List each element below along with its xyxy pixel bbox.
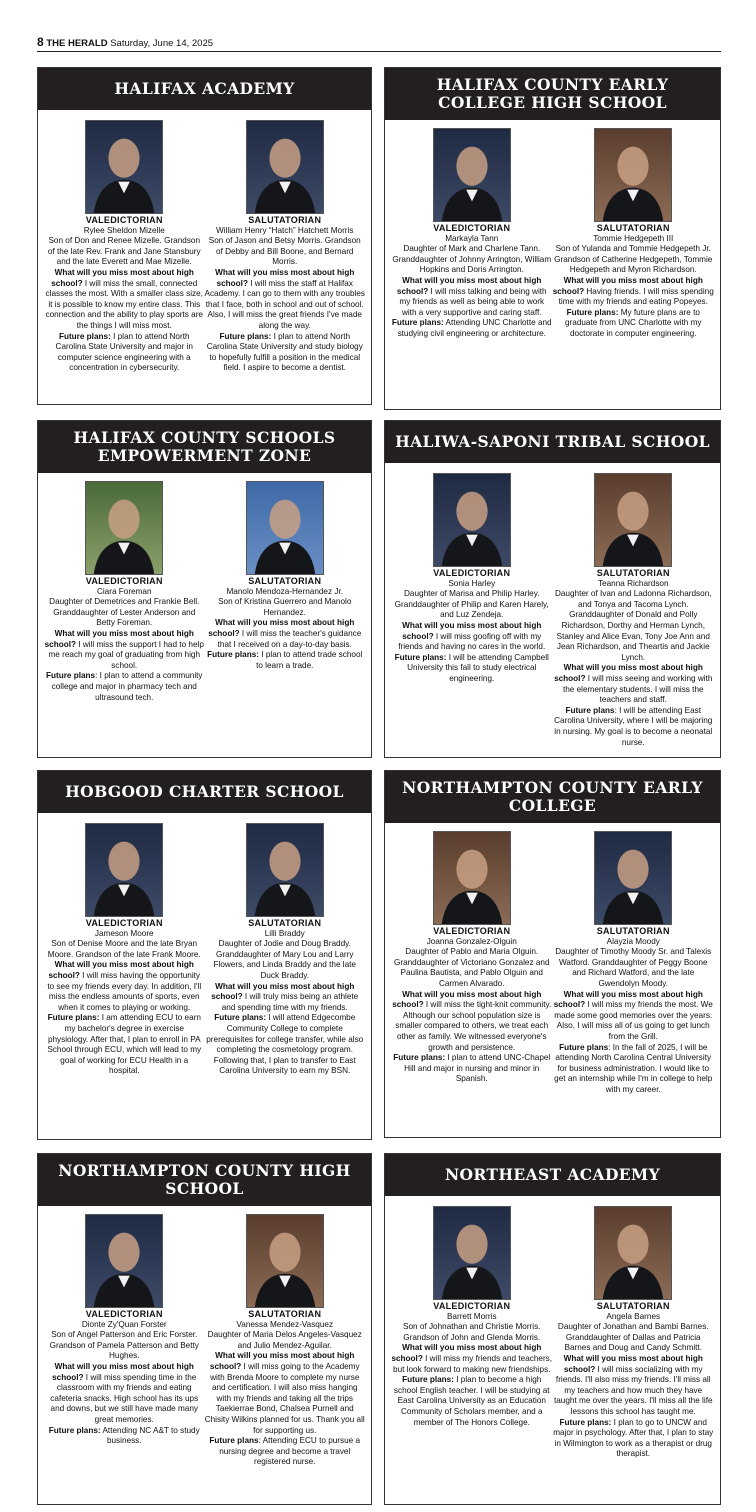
portrait-silhouette-icon [247, 121, 323, 213]
miss-question: What will you miss most about high school? [208, 618, 355, 638]
miss-answer: I will miss goofing off with my friends and having no cares in the world. [398, 631, 546, 652]
miss-answer: I will miss socializing with my friends. I'll also miss my friends. I'll miss all my teachers and how much they have taught me over the years. I'll miss all the life lessons this school has taught me. [553, 1364, 713, 1416]
plans-paragraph [205, 332, 366, 374]
plans-paragraph [391, 653, 553, 685]
portrait-silhouette-icon [434, 1207, 510, 1299]
masthead-rule [37, 51, 721, 52]
miss-answer: I will miss going to the Academy with Brenda Moore to complete my nurse and certification. I will also miss hanging with my friends and taking all the trips Taekierrae Bond, Chalsea Purnell and Chisity Wilkins planned for us. Thank you all for supporting us. [204, 1361, 365, 1435]
miss-paragraph [553, 663, 715, 705]
plans-label: Future plans: [393, 1053, 446, 1063]
miss-paragraph [553, 990, 715, 1043]
miss-answer: I will miss the small, connected classes the most. With a smaller class size, it is possible to know my entire class. This connection and the ability to play sports are the things I will miss most. [45, 278, 203, 330]
valedictorian-block [391, 1206, 553, 1460]
miss-paragraph [391, 276, 553, 318]
honorees [385, 831, 720, 1096]
family-info: Daughter of Mark and Charlene Tann. Granddaughter of Johnny Arrington, William Hopkins and Doris Arrington. [392, 244, 552, 275]
miss-paragraph [44, 629, 205, 671]
role-title: VALEDICTORIAN [433, 926, 511, 936]
plans-paragraph [44, 671, 205, 703]
portrait-silhouette-icon [247, 1215, 323, 1307]
plans-label: Future plans: [219, 331, 272, 341]
plans-label: Future plans: [402, 1375, 454, 1385]
portrait-photo [85, 823, 163, 917]
portrait-photo [433, 831, 511, 925]
miss-answer: I will miss seeing and working with the elementary students. I will miss the teachers and staff. [562, 673, 713, 705]
plans-text: : I plan to attend a community college and major in pharmacy tech and ultrasound tech. [51, 671, 203, 702]
plans-text: I will attend Edgecombe Community College to complete prerequisites for college transfer, while also completing the cosmetology program. Following that, I plan to transfer to East Carolina University to earn my BSN. [206, 1013, 364, 1076]
salutatorian-block [205, 1214, 366, 1468]
school-title: NORTHAMPTON COUNTY HIGH SCHOOL [38, 1154, 371, 1206]
miss-question: What will you miss most about high school? [391, 1343, 542, 1363]
plans-text: I am attending ECU to earn my bachelor's degree in exercise physiology. After that, I plan to enroll in PA School through ECU, which will lead to my goal of working for ECU Health in a hospital. [47, 1013, 202, 1076]
role-title: VALEDICTORIAN [85, 1309, 163, 1319]
portrait-photo [594, 473, 672, 567]
student-name: William Henry “Hatch” Hatchett Morris [216, 225, 354, 235]
valedictorian-block [391, 831, 553, 1096]
miss-paragraph [205, 268, 366, 332]
miss-paragraph [205, 1351, 366, 1436]
student-name: Lilli Braddy [264, 928, 305, 938]
role-title: VALEDICTORIAN [85, 918, 163, 928]
family-info: Daughter of Timothy Moody Sr. and Talexis Watford. Granddaughter of Peggy Boone and Richard Watford, and the late Gwendolyn Moody. [555, 947, 712, 988]
family-info: Daughter of Ivan and Ladonna Richardson, and Tonya and Tacoma Lynch. Granddaughter of Donald and Polly Richardson, Dorthy and Herman Lynch, Stanley and Alice Evan, Tony Joe Ann and Jean Richardson, and Theartis and Jackie Lynch. [554, 589, 712, 662]
portrait-photo [246, 1214, 324, 1308]
plans-text: I plan to attend North Carolina State University and major in computer science engineering with a concentration in cybersecurity. [55, 331, 193, 373]
salutatorian-block [205, 823, 366, 1077]
student-name: Vanessa Mendez-Vasquez [236, 1319, 334, 1329]
miss-paragraph [553, 1354, 715, 1418]
portrait-silhouette-icon [595, 129, 671, 221]
portrait-silhouette-icon [595, 832, 671, 924]
miss-question: What will you miss most about high school? [553, 989, 703, 1010]
section-halifax-empowerment-zone [37, 420, 372, 758]
portrait-photo [433, 1206, 511, 1300]
plans-text: I plan to go to UNCW and major in psychology. After that, I plan to stay in Wilmington to work as a therapist or drug therapist. [553, 1417, 714, 1459]
plans-label: Future plans [45, 671, 96, 681]
plans-text: I plan to attend North Carolina State University and study biology to hopefully fulfill a position in the medical field. I aspire to become a dentist. [206, 331, 363, 373]
salutatorian-block [205, 481, 366, 703]
miss-answer: I will truly miss being an athlete and spending time with my friends. [221, 992, 359, 1012]
section-hobgood-charter [37, 770, 372, 1140]
section-northeast-academy [384, 1153, 721, 1505]
portrait-silhouette-icon [86, 121, 162, 213]
school-title: HALIFAX COUNTY EARLY COLLEGE HIGH SCHOOL [385, 68, 720, 120]
miss-answer: I will miss the tight-knit community. Although our school population size is smaller compared to others, we treat each other as family. We witnessed everyone's growth and persistence. [395, 1000, 552, 1052]
miss-question: What will you miss most about high school? [209, 1351, 355, 1371]
plans-text: Attending NC A&T to study business. [100, 1425, 200, 1446]
plans-paragraph [553, 1418, 715, 1460]
student-name: Markayla Tann [445, 233, 499, 243]
family-info: Daughter of Demetrices and Frankie Bell. Granddaughter of Lester Anderson and Betty Foreman. [49, 597, 200, 628]
miss-paragraph [391, 1343, 553, 1375]
portrait-silhouette-icon [247, 482, 323, 574]
school-title: HALIFAX COUNTY SCHOOLS EMPOWERMENT ZONE [38, 421, 371, 473]
portrait-silhouette-icon [86, 824, 162, 916]
salutatorian-block [553, 473, 715, 748]
section-northampton-high [37, 1153, 372, 1505]
miss-paragraph [44, 268, 205, 332]
miss-answer: I will miss my friends the most. We made some good memories over the years. Also, I will miss all of us going to get lunch from the Grill. [554, 1000, 713, 1041]
honorees [385, 128, 720, 340]
portrait-photo [246, 120, 324, 214]
plans-label: Future plans [209, 1436, 259, 1446]
family-info: Son of Angel Patterson and Eric Forster. Grandson of Pamela Patterson and Betty Hughes. [49, 1330, 199, 1361]
school-title: HALIWA-SAPONI TRIBAL SCHOOL [385, 421, 720, 463]
plans-paragraph [205, 1436, 366, 1468]
role-title: SALUTATORIAN [596, 1301, 670, 1311]
plans-paragraph [44, 332, 205, 374]
section-halifax-academy [37, 67, 372, 405]
valedictorian-block [391, 473, 553, 748]
miss-answer: I will miss the support I had to help me reach my goal of graduating from high school. [48, 639, 204, 670]
valedictorian-block [44, 1214, 205, 1468]
portrait-photo [85, 481, 163, 575]
plans-paragraph [391, 318, 553, 339]
paper-name: THE HERALD [46, 38, 108, 49]
plans-label: Future plans: [566, 307, 619, 317]
plans-paragraph [44, 1426, 205, 1447]
student-name: Angela Barnes [606, 1311, 661, 1321]
student-name: Barrett Morris [446, 1311, 497, 1321]
portrait-photo [246, 823, 324, 917]
plans-text: I will be attending Campbell University this fall to study electrical engineering. [407, 652, 549, 683]
family-info: Son of Johnathan and Christie Morris. Grandson of John and Glenda Morris. [403, 1322, 541, 1342]
miss-question: What will you miss most about high school? [44, 628, 194, 649]
family-info: Daughter of Jonathan and Bambi Barnes. Granddaughter of Dallas and Patricia Barnes and Doug and Candy Schmitt. [557, 1322, 709, 1353]
student-name: Dionte Zy'Quan Forster [81, 1319, 167, 1329]
plans-label: Future plans: [58, 331, 111, 341]
portrait-photo [594, 831, 672, 925]
portrait-silhouette-icon [434, 474, 510, 566]
school-title: HALIFAX ACADEMY [38, 68, 371, 110]
role-title: VALEDICTORIAN [85, 215, 163, 225]
portrait-silhouette-icon [595, 474, 671, 566]
miss-answer: Having friends. I will miss spending time with my friends and eating Popeyes. [558, 286, 714, 307]
family-info: Daughter of Maria Delos Angeles-Vasquez and Julio Mendez-Aguilar. [207, 1330, 362, 1350]
plans-text: I plan to attend trade school to learn a trade. [256, 650, 363, 670]
plans-label: Future plans: [207, 650, 260, 660]
plans-text: My future plans are to graduate from UNC Charlotte with my doctorate in computer engineering. [564, 307, 702, 338]
role-title: SALUTATORIAN [596, 568, 670, 578]
section-northampton-early-college [384, 770, 721, 1138]
role-title: SALUTATORIAN [596, 223, 670, 233]
miss-answer: I will miss talking and being with my friends as well as being able to work with a very supportive and caring staff. [399, 286, 547, 317]
portrait-silhouette-icon [434, 832, 510, 924]
miss-question: What will you miss most about high school? [392, 989, 542, 1010]
salutatorian-block [553, 1206, 715, 1460]
role-title: SALUTATORIAN [596, 926, 670, 936]
honorees [38, 120, 371, 374]
school-title: NORTHEAST ACADEMY [385, 1154, 720, 1196]
role-title: SALUTATORIAN [248, 1309, 322, 1319]
issue-date: Saturday, June 14, 2025 [110, 38, 214, 49]
plans-label: Future plans [559, 1042, 609, 1052]
miss-paragraph [205, 982, 366, 1014]
plans-text: I plan to become a high school English teacher. I will be studying at East Carolina University as an Education Community of Scholars member, and a member of The Honors College. [393, 1375, 550, 1427]
plans-paragraph [391, 1053, 553, 1085]
portrait-photo [594, 128, 672, 222]
miss-paragraph [391, 621, 553, 653]
family-info: Daughter of Jodie and Doug Braddy. Granddaughter of Mary Lou and Larry Flowers, and Linda Braddy and the late Duck Braddy. [213, 939, 356, 980]
honorees [385, 473, 720, 748]
family-info: Son of Don and Renee Mizelle. Grandson of the late Rev. Frank and Jane Stansbury and the late Everett and Mae Mizelle. [47, 236, 201, 267]
plans-label: Future plans: [47, 1013, 100, 1023]
family-info: Son of Yulanda and Tommie Hedgepeth Jr. Grandson of Catherine Hedgepeth, Tommie Hedgepeth and Myron Richardson. [554, 244, 713, 275]
salutatorian-block [205, 120, 366, 374]
honorees [38, 823, 371, 1077]
miss-question: What will you miss most about high school? [48, 960, 194, 980]
family-info: Daughter of Marisa and Philip Harley. Granddaughter of Philip and Karen Harely, and Luz Zendeja. [394, 589, 549, 620]
portrait-photo [246, 481, 324, 575]
valedictorian-block [44, 120, 205, 374]
student-name: Teanna Richardson [597, 578, 669, 588]
plans-label: Future plans: [391, 318, 444, 328]
miss-question: What will you miss most about high school? [563, 1353, 703, 1374]
portrait-silhouette-icon [86, 1215, 162, 1307]
miss-paragraph [391, 990, 553, 1054]
portrait-photo [433, 473, 511, 567]
role-title: SALUTATORIAN [248, 215, 322, 225]
portrait-silhouette-icon [595, 1207, 671, 1299]
plans-label: Future plans: [214, 1013, 267, 1023]
miss-answer: I will miss the staff at Halifax Academy. I can go to them with any troubles that I face, both in school and out of school. Also, I will miss the great friends I've made along the way. [204, 278, 365, 330]
miss-question: What will you miss most about high school? [552, 275, 703, 296]
student-name: Tommie Hedgepeth III [593, 233, 674, 243]
miss-question: What will you miss most about high school? [396, 275, 542, 296]
miss-paragraph [44, 1362, 205, 1426]
portrait-photo [433, 128, 511, 222]
role-title: SALUTATORIAN [248, 918, 322, 928]
plans-paragraph [205, 650, 366, 671]
portrait-photo [85, 1214, 163, 1308]
role-title: VALEDICTORIAN [433, 568, 511, 578]
plans-paragraph [391, 1375, 553, 1428]
miss-paragraph [553, 276, 715, 308]
family-info: Daughter of Pablo and Maria Olguin. Granddaughter of Victoriano Gonzalez and Paulina Bautista, and Pablo Olguin and Carmen Alvarado. [393, 947, 550, 988]
plans-text: I plan to attend UNC-Chapel Hill and major in nursing and minor in Spanish. [404, 1053, 551, 1084]
miss-question: What will you miss most about high school? [402, 620, 542, 641]
plans-text: Attending UNC Charlotte and studying civil engineering or architecture. [397, 318, 552, 338]
miss-question: What will you miss most about high school? [52, 1361, 194, 1382]
plans-text: : In the fall of 2025, I will be attending North Carolina Central University for business administration. I would like to get an internship while I'm in college to help with my career. [554, 1042, 713, 1094]
miss-paragraph [44, 960, 205, 1013]
plans-paragraph [44, 1013, 205, 1077]
valedictorian-block [391, 128, 553, 340]
miss-question: What will you miss most about high school? [51, 267, 194, 288]
role-title: SALUTATORIAN [248, 576, 322, 586]
plans-label: Future plans: [394, 652, 447, 662]
portrait-silhouette-icon [247, 824, 323, 916]
miss-question: What will you miss most about high school? [211, 981, 355, 1002]
plans-paragraph [553, 706, 715, 748]
salutatorian-block [553, 128, 715, 340]
valedictorian-block [44, 481, 205, 703]
miss-answer: I will miss having the opportunity to see my friends every day. In addition, I'll miss the endless amounts of sports, even when it comes to playing or working. [47, 970, 202, 1012]
portrait-silhouette-icon [86, 482, 162, 574]
honorees [38, 1214, 371, 1468]
miss-answer: I will miss the teacher's guidance that I received on a day-to-day basis. [217, 628, 362, 649]
salutatorian-block [553, 831, 715, 1096]
student-name: Jameson Moore [94, 928, 154, 938]
plans-text: : I will be attending East Carolina University, where I will be majoring in nursing. My goal is to become a neonatal nurse. [554, 705, 713, 747]
honorees [385, 1206, 720, 1460]
family-info: Son of Kristina Guerrero and Manolo Hernandez. [218, 597, 352, 617]
student-name: Ciara Foreman [96, 586, 152, 596]
student-name: Sonia Harley [448, 578, 496, 588]
honorees [38, 481, 371, 703]
family-info: Son of Jason and Betsy Morris. Grandson of Debby and Bill Boone, and Bernard Morris. [208, 236, 361, 267]
role-title: VALEDICTORIAN [433, 223, 511, 233]
student-name: Rylee Sheldon Mizelle [83, 225, 165, 235]
masthead [37, 35, 721, 49]
portrait-photo [594, 1206, 672, 1300]
miss-answer: I will miss my friends and teachers, but look forward to making new friendships. [393, 1353, 553, 1374]
plans-paragraph [553, 308, 715, 340]
student-name: Manolo Mendoza-Hernandez Jr. [226, 586, 343, 596]
plans-text: : Attending ECU to pursue a nursing degree and become a travel registered nurse. [219, 1436, 361, 1467]
plans-label: Future plans: [48, 1425, 101, 1435]
miss-question: What will you miss most about high school? [554, 663, 703, 683]
portrait-silhouette-icon [434, 129, 510, 221]
student-name: Alayzia Moody [606, 936, 660, 946]
section-halifax-early-college [384, 67, 721, 410]
page-number: 8 [37, 35, 44, 49]
portrait-photo [85, 120, 163, 214]
role-title: VALEDICTORIAN [433, 1301, 511, 1311]
miss-answer: I will miss spending time in the classroom with my friends and eating cafeteria snacks. High school has its ups and downs, but we still have made many great memories. [50, 1372, 199, 1424]
school-title: HOBGOOD CHARTER SCHOOL [38, 771, 371, 813]
role-title: VALEDICTORIAN [85, 576, 163, 586]
plans-paragraph [553, 1043, 715, 1096]
plans-paragraph [205, 1013, 366, 1077]
family-info: Son of Denise Moore and the late Bryan Moore. Grandson of the late Frank Moore. [47, 939, 201, 959]
plans-label: Future plans [565, 705, 615, 715]
student-name: Joanna Gonzalez-Olguin [426, 936, 517, 946]
section-haliwa-saponi [384, 420, 721, 758]
school-title: NORTHAMPTON COUNTY EARLY COLLEGE [385, 771, 720, 823]
plans-label: Future plans: [559, 1417, 612, 1427]
miss-paragraph [205, 618, 366, 650]
miss-question: What will you miss most about high school? [215, 267, 355, 288]
valedictorian-block [44, 823, 205, 1077]
